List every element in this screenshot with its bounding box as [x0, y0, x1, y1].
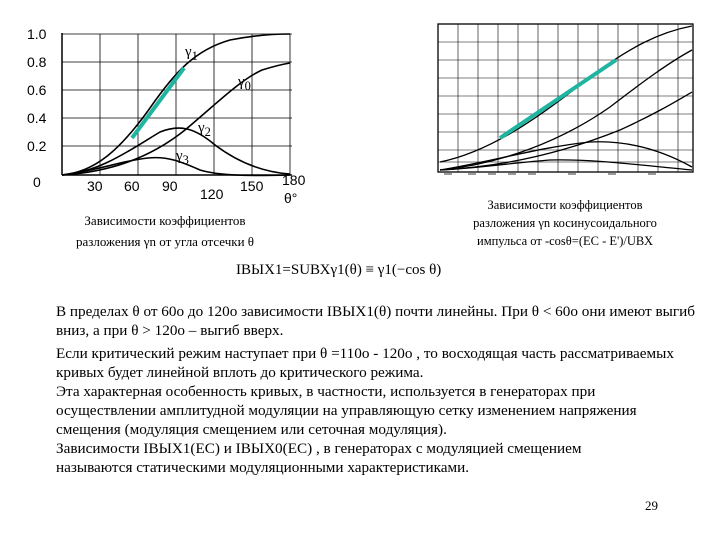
left-x-unit: θ° [284, 190, 298, 206]
left-y-tick: 0.6 [27, 82, 47, 98]
right-caption-line2: разложения γn косинусоидального [473, 216, 657, 230]
label-gamma1: $\gamma_1$ [185, 44, 198, 63]
left-y-tick: 0.2 [27, 138, 47, 154]
left-chart [0, 0, 320, 210]
right-chart-svg [430, 22, 700, 182]
left-caption-line2: разложения γn от угла отсечки θ [75, 234, 255, 249]
paragraph-linear-range: В пределах θ от 60о до 120о зависимости IВЫХ1(θ) почти линейны. При θ < 60о они имеют выгиб вниз, а при θ > 120о – выгиб вверх. [56, 303, 695, 339]
paragraph-modulation-characteristics: Зависимости IВЫХ1(EC) и IВЫХ0(EC) , в генераторах с модуляцией смещением называются статическими модуляционными характеристиками. [56, 440, 582, 476]
left-x-tick: 90 [162, 178, 178, 194]
left-x-tick: 120 [200, 186, 224, 202]
left-x-tick: 30 [87, 178, 103, 194]
right-caption-line1: Зависимости коэффициентов [487, 198, 643, 212]
right-chart-caption [430, 196, 700, 250]
label-gamma3: $\gamma_3$ [176, 148, 189, 167]
left-x-tick: 150 [240, 178, 264, 194]
paragraph-critical-mode: Если критический режим наступает при θ =110о - 120о , то восходящая часть рассматриваемых кривых будет линейной вплоть до критического режима. [56, 345, 674, 381]
label-gamma0: $\gamma_0$ [238, 74, 251, 93]
left-y-tick: 0.8 [27, 54, 47, 70]
left-y-tick: 0.4 [27, 110, 47, 126]
paragraph-amplitude-modulation: Эта характерная особенность кривых, в частности, используется в генераторах при осуществлении амплитудной модуляции на управляющую сетку изменением напряжения смещения (модуляция смещением или сеточная модуляция). [56, 383, 637, 438]
right-caption-line3: импульса от -cosθ=(EC - E')/UВХ [477, 234, 653, 248]
left-y-tick: 0 [33, 174, 41, 190]
left-chart-caption [50, 212, 280, 250]
left-chart-svg [0, 0, 320, 210]
page-number: 29 [645, 498, 658, 513]
label-gamma2: $\gamma_2$ [198, 120, 211, 139]
output-current-formula: IВЫХ1=SUВХγ1(θ) ≡ γ1(−cos θ) [236, 262, 442, 278]
left-x-tick: 180 [282, 172, 306, 188]
body-text [26, 302, 696, 477]
left-caption-line1: Зависимости коэффициентов [84, 213, 246, 228]
left-y-tick: 1.0 [27, 26, 47, 42]
right-chart [430, 22, 700, 182]
left-x-tick: 60 [124, 178, 140, 194]
